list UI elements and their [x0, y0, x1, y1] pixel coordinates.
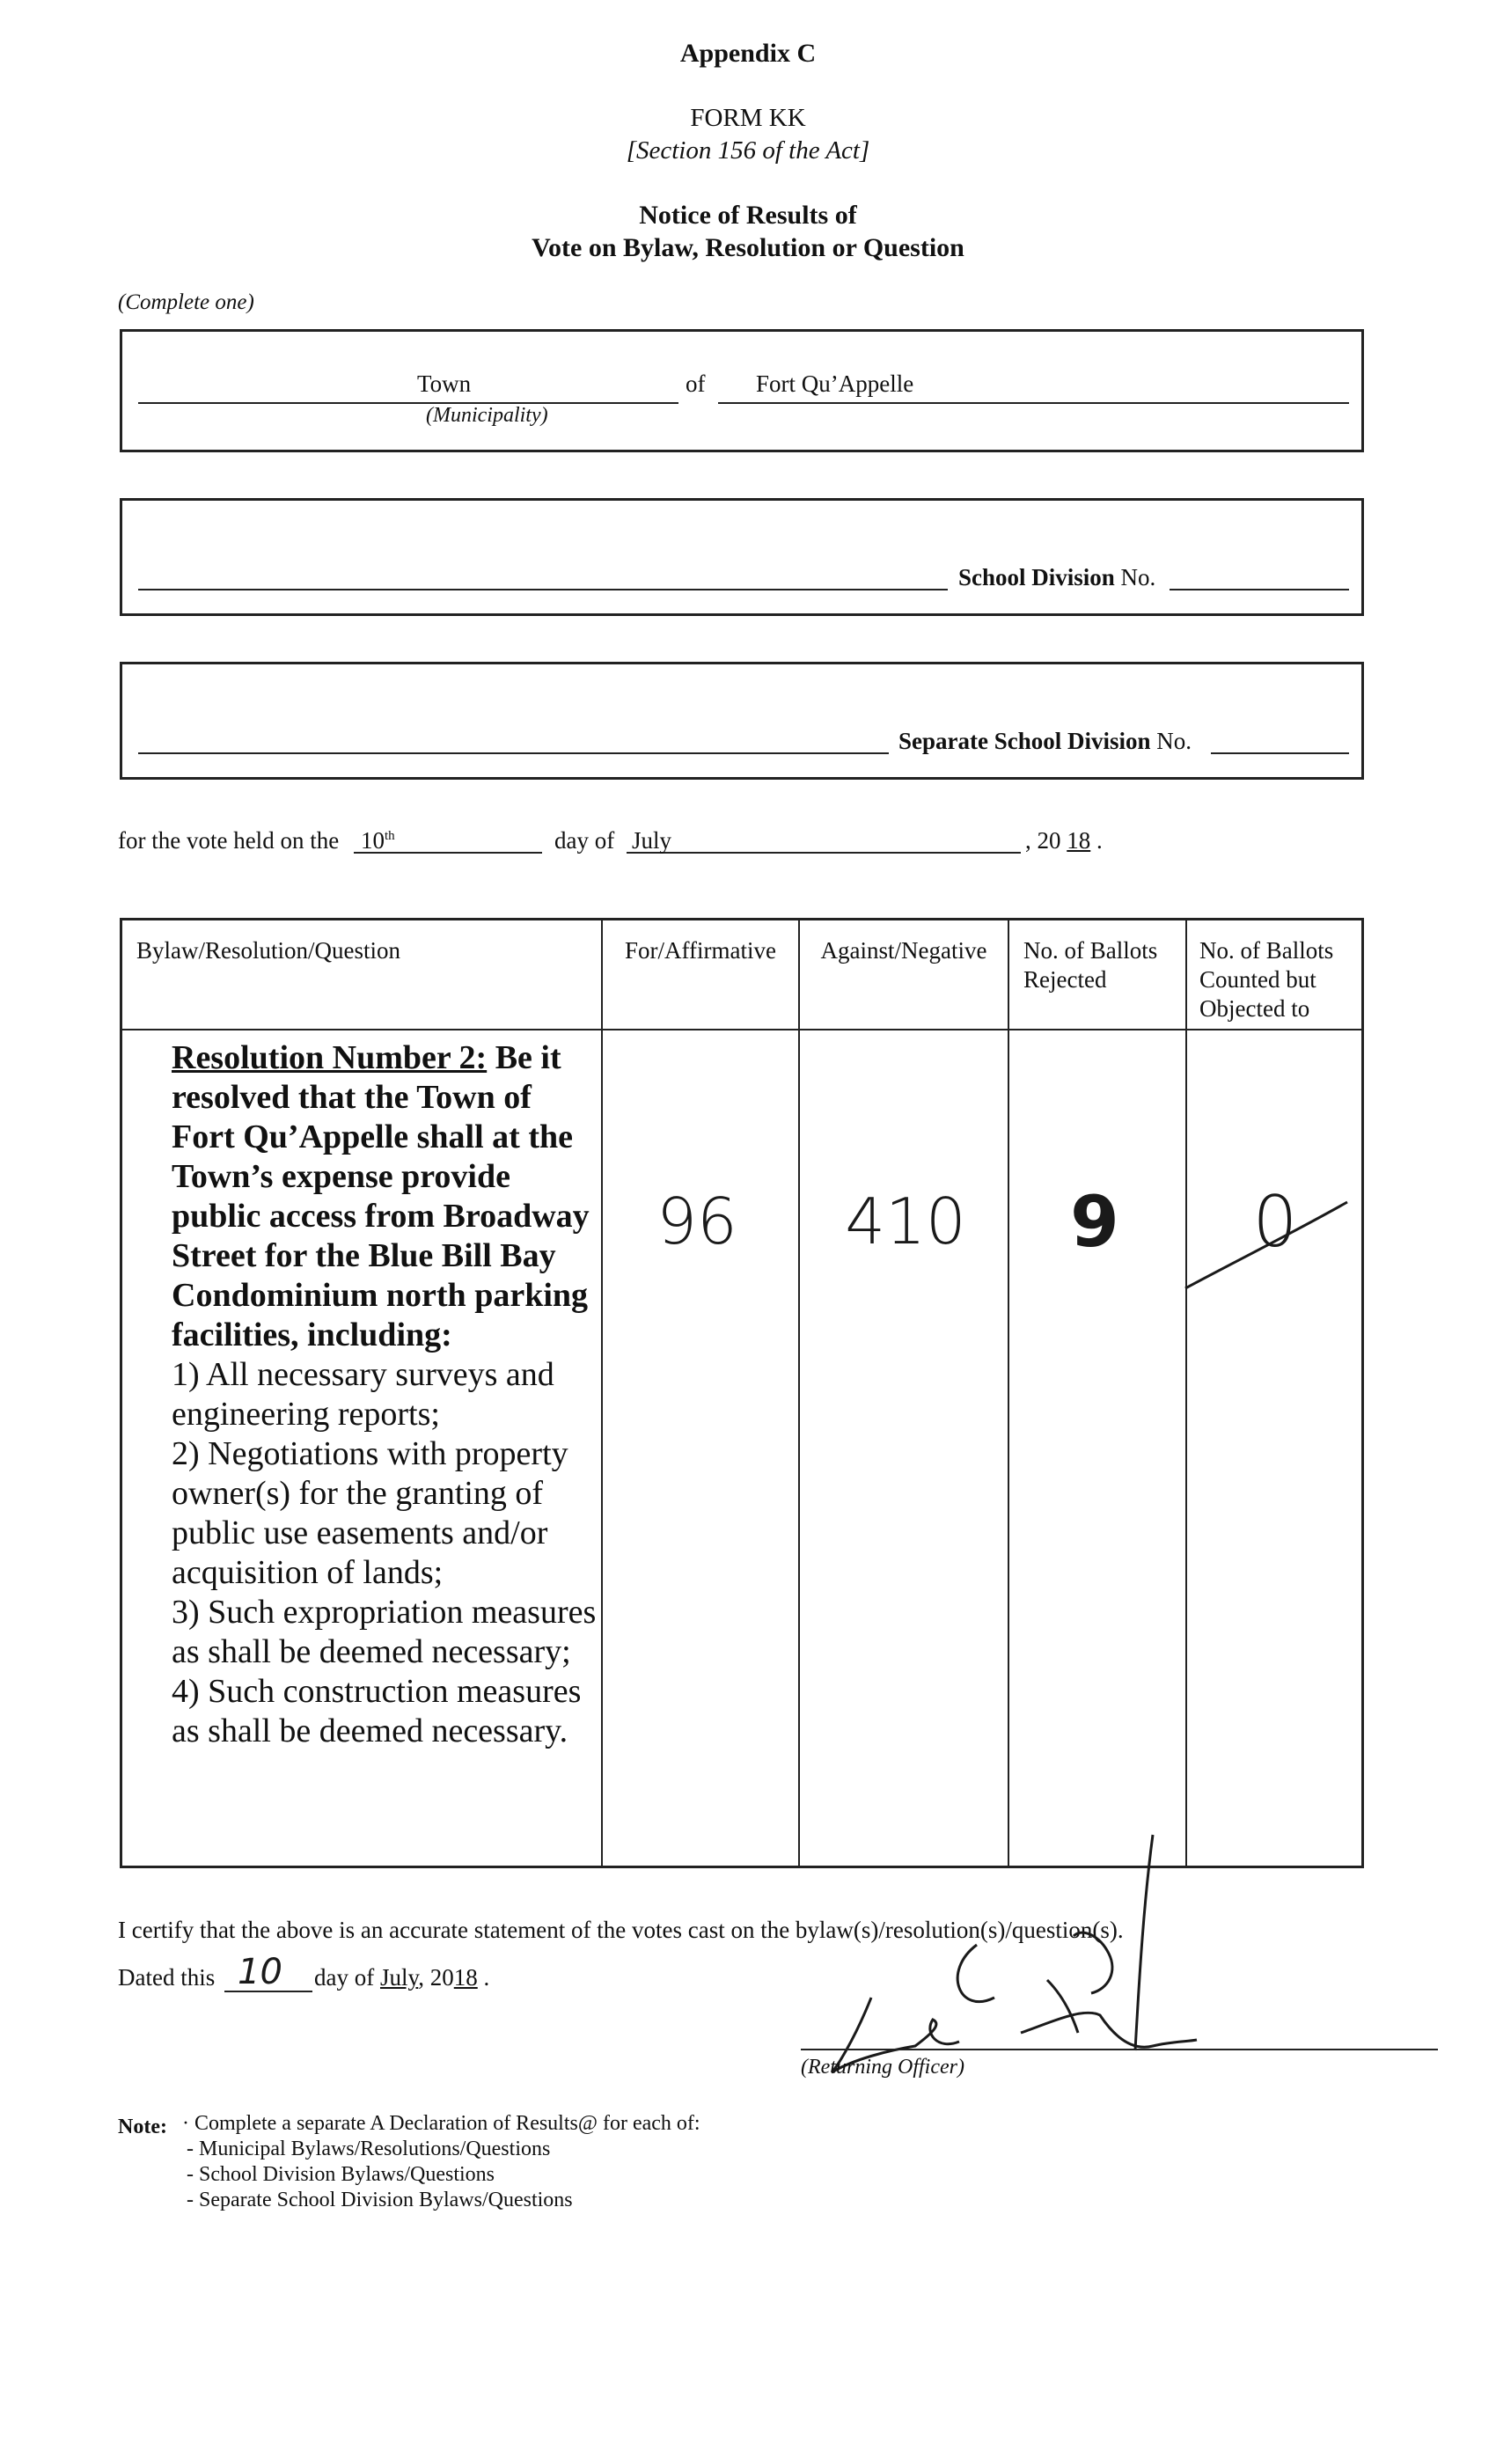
table-divider	[1008, 920, 1009, 1866]
note-label: Note:	[118, 2116, 167, 2138]
table-divider	[1185, 920, 1187, 1866]
vote-day-of: day of	[554, 827, 615, 854]
zero-strike-mark	[1178, 1184, 1354, 1299]
ballots-rejected-value[interactable]: 9	[1070, 1181, 1119, 1263]
municipality-caption: (Municipality)	[426, 404, 548, 427]
separate-school-division-name-line[interactable]	[138, 752, 889, 754]
vote-date-prefix: for the vote held on the	[118, 827, 340, 854]
header-rejected: No. of Ballots Rejected	[1023, 937, 1158, 993]
header-question: Bylaw/Resolution/Question	[136, 937, 400, 964]
form-title-line2: Vote on Bylaw, Resolution or Question	[532, 233, 964, 262]
returning-officer-caption: (Returning Officer)	[801, 2056, 964, 2079]
dated-day[interactable]: 10	[238, 1952, 282, 1992]
separate-school-division-box	[120, 662, 1364, 780]
separate-school-division-number-line[interactable]	[1211, 752, 1349, 754]
municipality-box	[120, 329, 1364, 452]
note-intro: · Complete a separate A Declaration of Results@ for each of:	[182, 2112, 700, 2135]
table-header-divider	[122, 1029, 1361, 1030]
resolution-item: 2) Negotiations with property owner(s) for the granting of public use easements and/or acquisition of lands;	[172, 1435, 568, 1591]
returning-officer-line[interactable]	[801, 2049, 1438, 2050]
dated-year[interactable]: 18	[453, 1964, 478, 1991]
returning-officer-signature	[783, 1830, 1223, 2077]
form-title-line1: Notice of Results of	[639, 201, 857, 230]
resolution-number: Resolution Number 2:	[172, 1039, 488, 1076]
results-table	[120, 918, 1364, 1868]
note-item: - School Division Bylaws/Questions	[187, 2163, 495, 2186]
separate-school-division-label: Separate School Division No.	[898, 728, 1192, 754]
school-division-label: School Division No.	[958, 564, 1156, 590]
vote-month-line	[627, 852, 1021, 854]
school-division-name-line[interactable]	[138, 589, 948, 590]
vote-year[interactable]: , 20 18 .	[1025, 827, 1103, 854]
municipality-type[interactable]: Town	[417, 370, 472, 397]
dated-month-row: day of July, 2018 .	[314, 1964, 490, 1991]
form-section: [Section 156 of the Act]	[626, 136, 870, 165]
resolution-item: 1) All necessary surveys and engineering reports;	[172, 1356, 554, 1433]
resolution-lead: Be it resolved that the Town of Fort Qu’Appelle shall at the Town’s expense provide public access from Broadway Street for the Blue Bill Bay Condominium north parking facilities, including:	[172, 1039, 590, 1353]
form-name: FORM KK	[690, 104, 806, 132]
header-objected: No. of Ballots Counted but Objected to	[1199, 937, 1334, 1022]
of-label: of	[686, 370, 706, 397]
school-division-number-line[interactable]	[1170, 589, 1349, 590]
municipality-name-line	[718, 402, 1349, 404]
vote-month[interactable]: July	[632, 827, 672, 854]
resolution-item: 4) Such construction measures as shall be deemed necessary.	[172, 1673, 582, 1749]
appendix-heading: Appendix C	[679, 39, 817, 68]
vote-day[interactable]: 10th	[361, 827, 395, 854]
dated-month[interactable]: July	[379, 1964, 419, 1991]
municipality-name[interactable]: Fort Qu’Appelle	[756, 370, 914, 397]
header-against: Against/Negative	[820, 937, 987, 964]
resolution-item: 3) Such expropriation measures as shall be deemed necessary;	[172, 1594, 597, 1670]
note-list	[187, 2137, 573, 2213]
header-for: For/Affirmative	[625, 937, 776, 964]
note-item: - Municipal Bylaws/Resolutions/Questions	[187, 2138, 551, 2160]
votes-against-value[interactable]: 410	[845, 1184, 966, 1258]
ballots-objected-value[interactable]: 0	[1252, 1181, 1298, 1263]
table-divider	[798, 920, 800, 1866]
certify-text: I certify that the above is an accurate statement of the votes cast on the bylaw(s)/resolution(s)/question(s).	[118, 1917, 1124, 1943]
school-division-box	[120, 498, 1364, 616]
dated-prefix: Dated this	[118, 1964, 216, 1991]
note-item: - Separate School Division Bylaws/Questions	[187, 2189, 573, 2211]
resolution-text	[172, 1038, 603, 1751]
municipality-type-line	[138, 402, 678, 404]
votes-for-value[interactable]: 96	[656, 1184, 737, 1258]
complete-one-label: (Complete one)	[118, 290, 254, 314]
